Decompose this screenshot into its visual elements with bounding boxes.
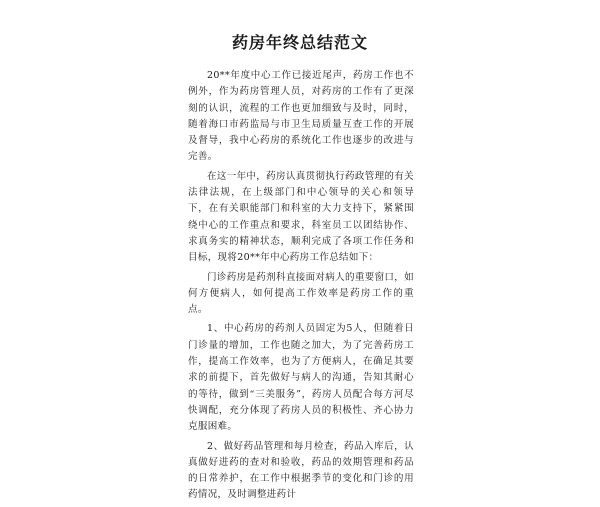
document-title: 药房年终总结范文 [231, 33, 368, 52]
paragraph: 门诊药房是药剂科直接面对病人的重要窗口，如何方便病人，如何提高工作效率是药房工作的重点。 [188, 271, 414, 316]
document-body [188, 68, 414, 507]
paragraph: 1、中心药房的药剂人员固定为5人，但随着日门诊量的增加，工作也随之加大，为了完善药房工作，提高工作效率，也为了方便病人，在确足其要求的前提下，首先做好与病人的沟通，告知其耐心的等待，做到“三美服务”，药房人员配合每方河尽快调配，充分体现了药房人员的积极性、齐心协力克服困难。 [188, 323, 414, 433]
paragraph: 在这一年中，药房认真贯彻执行药政管理的有关法律法规，在上级部门和中心领导的关心和领导下，在有关职能部门和科室的大力支持下，紧紧围绕中心的工作重点和要求，科室员工以团结协作、求真务实的精神状态，顺利完成了各项工作任务和目标，现将20**年中心药房工作总结如下： [188, 170, 414, 264]
paragraph: 2、做好药品管理和每月检查，药品入库后，认真做好进药的查对和验收，药品的效期管理和药品的日常养护，在工作中根据季节的变化和门诊的用药情况，及时调整进药计 [188, 440, 414, 501]
paragraph: 20**年度中心工作已接近尾声，药房工作也不例外，作为药房管理人员，对药房的工作有了更深刻的认识，流程的工作也更加细致与及时，同时，随着海口市药监局与市卫生局质量互查工作的开展及督导，我中心药房的系统化工作也逐步的改进与完善。 [188, 70, 414, 163]
